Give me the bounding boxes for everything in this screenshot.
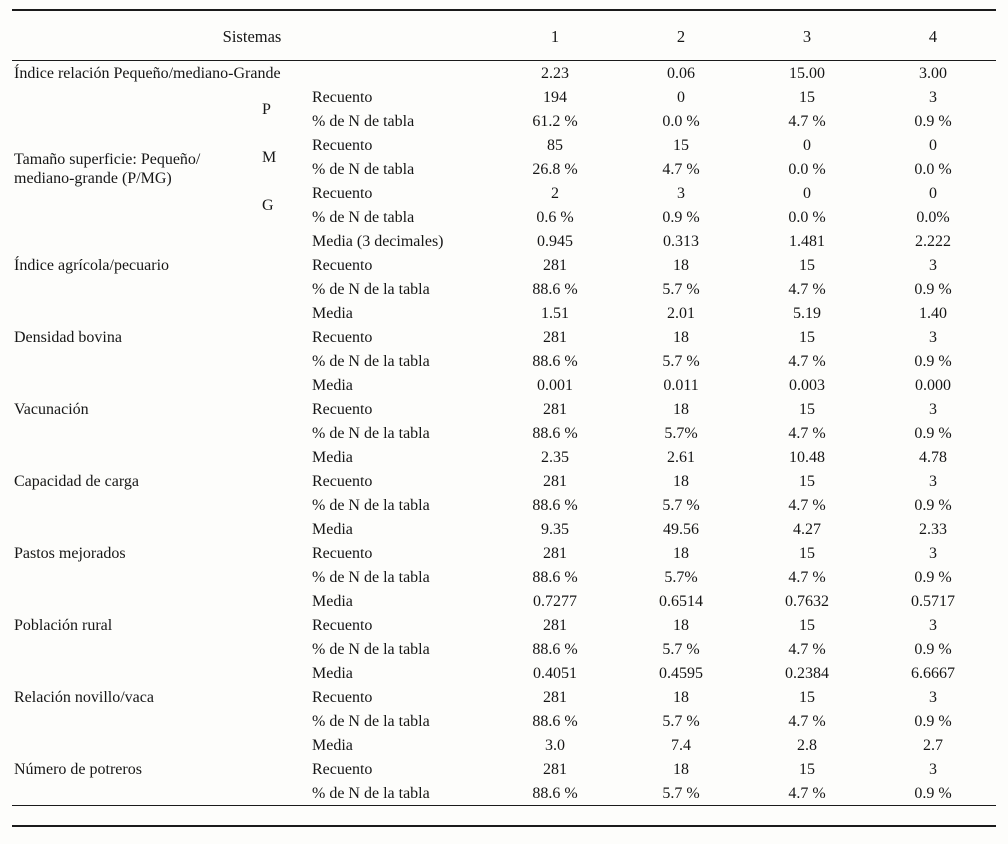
stat-label: Media [312,520,353,538]
subgroup-label [252,421,308,445]
value-cell: 281 [543,256,568,274]
subgroup-label [252,229,308,253]
value-cell: 3 [929,760,938,778]
value-cell: 0.9 % [914,568,952,586]
value-cell: 281 [543,472,568,490]
stat-label: Media [312,304,353,322]
header-sistemas: Sistemas [222,27,282,46]
value-cell: 281 [543,688,568,706]
subgroup-label: G [262,196,274,214]
value-cell: 3 [929,256,938,274]
value-cell: 0.4051 [533,664,578,682]
table-row [12,397,996,421]
variable-label: Índice relación Pequeño/mediano-Grande [14,64,281,82]
subgroup-label [252,373,308,397]
value-cell: 3 [929,472,938,490]
value-cell: 0 [929,136,938,154]
value-cell: 0.9 % [914,424,952,442]
table-row [12,469,996,493]
subgroup-label [252,541,308,565]
value-cell: 5.7 % [662,640,700,658]
value-cell: 3.0 [545,736,566,754]
value-cell: 4.7 % [788,280,826,298]
value-cell: 2.61 [667,448,696,466]
value-cell: 3 [929,688,938,706]
value-cell: 281 [543,760,568,778]
value-cell: 0.9 % [914,112,952,130]
value-cell: 194 [543,88,568,106]
stat-label [308,61,492,86]
value-cell: 0.4595 [659,664,704,682]
subgroup-label [252,469,308,493]
value-cell: 4.7 % [788,112,826,130]
value-cell: 4.7 % [788,352,826,370]
subgroup-label [252,301,308,325]
table-row [12,253,996,277]
subgroup-label [252,757,308,781]
table-row [12,61,996,86]
value-cell: 15 [673,136,690,154]
value-cell: 0 [929,184,938,202]
stat-label: % de N de la tabla [312,424,430,442]
value-cell: 4.78 [919,448,948,466]
subgroup-label [252,493,308,517]
value-cell: 5.7 % [662,496,700,514]
value-cell: 15 [799,544,816,562]
stat-label: Recuento [312,400,373,418]
stat-label: Recuento [312,544,373,562]
stat-label: Recuento [312,328,373,346]
value-cell: 4.7 % [788,496,826,514]
value-cell: 0.003 [789,376,826,394]
value-cell: 15 [799,400,816,418]
table-row [12,85,996,109]
value-cell: 6.6667 [911,664,956,682]
subgroup-label [252,325,308,349]
stat-label: Recuento [312,184,373,202]
value-cell: 0.06 [667,64,696,82]
subgroup-label [252,589,308,613]
header-col-1: 1 [550,27,560,46]
subgroup-label [252,637,308,661]
value-cell: 85 [547,136,564,154]
value-cell: 88.6 % [532,640,578,658]
stat-label: Media [312,736,353,754]
value-cell: 281 [543,328,568,346]
value-cell: 0.0 % [788,160,826,178]
value-cell: 2.222 [915,232,952,250]
value-cell: 0.7632 [785,592,830,610]
value-cell: 2.23 [541,64,570,82]
value-cell: 0 [803,184,812,202]
value-cell: 0.9 % [914,280,952,298]
table-row [12,541,996,565]
value-cell: 0.0 % [788,208,826,226]
stat-label: Recuento [312,88,373,106]
stat-label: % de N de tabla [312,160,415,178]
value-cell: 88.6 % [532,424,578,442]
value-cell: 0.9 % [914,712,952,730]
stat-label: % de N de la tabla [312,568,430,586]
subgroup-label: P [262,100,271,118]
value-cell: 88.6 % [532,712,578,730]
value-cell: 5.7 % [662,712,700,730]
subgroup-label [252,613,308,637]
value-cell: 3 [929,88,938,106]
subgroup-label [252,781,308,806]
subgroup-label [252,565,308,589]
value-cell: 7.4 [671,736,692,754]
value-cell: 281 [543,616,568,634]
subgroup-label [252,733,308,757]
value-cell: 3 [929,400,938,418]
stat-label: Media [312,448,353,466]
stat-label: Recuento [312,688,373,706]
value-cell: 0 [803,136,812,154]
value-cell: 0.2384 [785,664,830,682]
value-cell: 3.00 [919,64,948,82]
stat-label: Recuento [312,256,373,274]
variable-label: Densidad bovina [14,328,122,346]
subgroup-label [252,445,308,469]
value-cell: 49.56 [663,520,700,538]
subgroup-label [252,349,308,373]
value-cell: 0.6 % [536,208,574,226]
value-cell: 15 [799,88,816,106]
stat-label: % de N de tabla [312,208,415,226]
value-cell: 88.6 % [532,784,578,802]
value-cell: 18 [673,616,690,634]
value-cell: 4.7 % [788,568,826,586]
value-cell: 3 [677,184,686,202]
value-cell: 0.945 [537,232,574,250]
value-cell: 4.27 [793,520,822,538]
value-cell: 0.7277 [533,592,578,610]
value-cell: 18 [673,760,690,778]
value-cell: 5.7% [664,568,698,586]
value-cell: 1.481 [789,232,826,250]
value-cell: 88.6 % [532,280,578,298]
value-cell: 4.7 % [662,160,700,178]
variable-label: Pastos mejorados [14,544,126,562]
value-cell: 281 [543,400,568,418]
subgroup-label [252,517,308,541]
value-cell: 18 [673,256,690,274]
value-cell: 15 [799,256,816,274]
value-cell: 15 [799,760,816,778]
variable-label: Número de potreros [14,760,142,778]
stat-label: % de N de la tabla [312,712,430,730]
stat-label: Recuento [312,136,373,154]
stat-label: % de N de la tabla [312,640,430,658]
value-cell: 0.6514 [659,592,704,610]
value-cell: 1.40 [919,304,948,322]
subgroup-label [252,397,308,421]
value-cell: 0.011 [663,376,699,394]
value-cell: 0.9 % [662,208,700,226]
value-cell: 15 [799,688,816,706]
variable-label: Índice agrícola/pecuario [14,256,170,274]
table-header [12,10,996,61]
value-cell: 0.0% [916,208,950,226]
value-cell: 2 [551,184,560,202]
stat-label: % de N de la tabla [312,280,430,298]
value-cell: 0.313 [663,232,700,250]
subgroup-label [252,277,308,301]
stat-label: Media (3 decimales) [312,232,444,250]
value-cell: 9.35 [541,520,570,538]
stat-label: Recuento [312,616,373,634]
value-cell: 18 [673,328,690,346]
value-cell: 4.7 % [788,712,826,730]
stat-label: % de N de la tabla [312,496,430,514]
value-cell: 281 [543,544,568,562]
value-cell: 2.35 [541,448,570,466]
variable-label: Vacunación [14,400,89,418]
stat-label: % de N de tabla [312,112,415,130]
value-cell: 3 [929,616,938,634]
value-cell: 4.7 % [788,640,826,658]
subgroup-label [252,661,308,685]
value-cell: 88.6 % [532,352,578,370]
value-cell: 2.33 [919,520,948,538]
header-col-3: 3 [802,27,812,46]
table-row [12,325,996,349]
value-cell: 0.0 % [914,160,952,178]
value-cell: 5.7% [664,424,698,442]
value-cell: 4.7 % [788,424,826,442]
header-row [12,10,996,61]
stat-label: % de N de la tabla [312,352,430,370]
value-cell: 0.9 % [914,496,952,514]
stat-label: % de N de la tabla [312,784,430,802]
value-cell: 4.7 % [788,784,826,802]
value-cell: 18 [673,472,690,490]
value-cell: 0.0 % [662,112,700,130]
table-row [12,757,996,781]
value-cell: 18 [673,544,690,562]
subgroup-label: M [262,148,277,166]
statistics-table [12,9,996,806]
stat-label: Recuento [312,472,373,490]
value-cell: 2.7 [923,736,944,754]
stat-label: Media [312,376,353,394]
table-row [12,613,996,637]
value-cell: 5.19 [793,304,822,322]
value-cell: 0.000 [915,376,952,394]
stat-label: Media [312,592,353,610]
value-cell: 88.6 % [532,496,578,514]
value-cell: 0.9 % [914,640,952,658]
value-cell: 0.9 % [914,784,952,802]
value-cell: 5.7 % [662,352,700,370]
subgroup-label [252,685,308,709]
value-cell: 1.51 [541,304,570,322]
value-cell: 18 [673,688,690,706]
value-cell: 88.6 % [532,568,578,586]
header-col-2: 2 [676,27,686,46]
value-cell: 5.7 % [662,784,700,802]
value-cell: 3 [929,328,938,346]
value-cell: 15 [799,472,816,490]
variable-label: Tamaño superficie: Pequeño/ mediano-grande (P/MG) [14,151,201,187]
subgroup-label [252,709,308,733]
value-cell: 15 [799,328,816,346]
value-cell: 0 [677,88,686,106]
value-cell: 15 [799,616,816,634]
variable-label: Capacidad de carga [14,472,139,490]
table-body [12,61,996,806]
value-cell: 18 [673,400,690,418]
subgroup-label [252,253,308,277]
value-cell: 0.5717 [911,592,956,610]
value-cell: 2.01 [667,304,696,322]
value-cell: 10.48 [789,448,826,466]
value-cell: 2.8 [797,736,818,754]
variable-label: Relación novillo/vaca [14,688,154,706]
stat-label: Recuento [312,760,373,778]
value-cell: 26.8 % [532,160,578,178]
value-cell: 0.001 [537,376,574,394]
bottom-rule [12,825,996,827]
stat-label: Media [312,664,353,682]
value-cell: 15.00 [789,64,826,82]
value-cell: 5.7 % [662,280,700,298]
value-cell: 61.2 % [532,112,578,130]
table-row [12,685,996,709]
value-cell: 3 [929,544,938,562]
header-col-4: 4 [928,27,938,46]
value-cell: 0.9 % [914,352,952,370]
variable-label: Población rural [14,616,113,634]
